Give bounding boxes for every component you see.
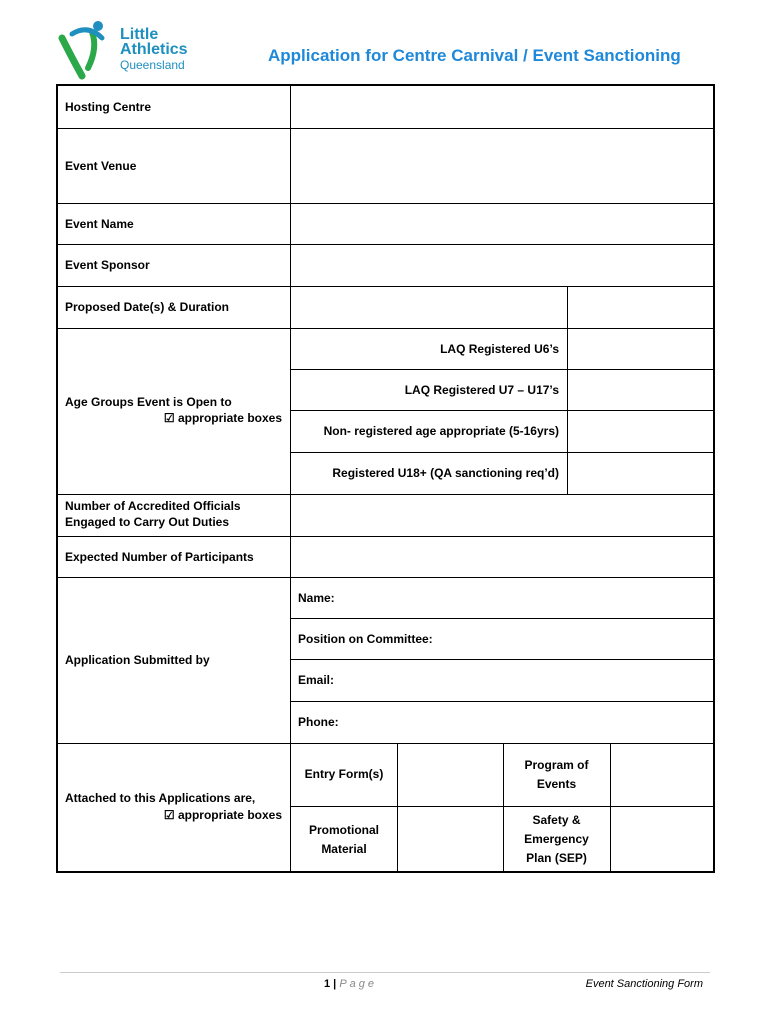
proposed-dates-field[interactable] <box>291 286 568 329</box>
age-groups-label: Age Groups Event is Open to <box>65 395 232 409</box>
submitter-email-field[interactable]: Email: <box>291 659 715 702</box>
age-groups-hint: ☑ appropriate boxes <box>163 411 282 425</box>
submitter-position-field[interactable]: Position on Committee: <box>291 618 715 660</box>
event-sponsor-field[interactable] <box>291 244 715 287</box>
attached-label-cell <box>58 743 291 873</box>
age-groups-label-cell <box>58 328 291 495</box>
page-word: Page <box>339 978 378 990</box>
officials-label-cell <box>58 494 291 537</box>
footer-divider <box>60 972 710 973</box>
promotional-label: Promotional Material <box>291 806 398 873</box>
page-number <box>324 978 377 990</box>
page-sep: | <box>330 978 340 990</box>
submitter-name-field[interactable]: Name: <box>291 577 715 619</box>
runner-icon <box>58 18 118 82</box>
participants-field[interactable] <box>291 536 715 578</box>
entry-form-label: Entry Form(s) <box>291 743 398 807</box>
age-option-non-registered: Non- registered age appropriate (5-16yrs) <box>291 410 568 453</box>
safety-label: Safety & Emergency Plan (SEP) <box>503 806 611 873</box>
event-venue-field[interactable] <box>291 128 715 204</box>
age-option-u7-u17: LAQ Registered U7 – U17’s <box>291 369 568 411</box>
age-checkbox-u7-u17[interactable] <box>567 369 715 411</box>
age-checkbox-u6[interactable] <box>567 328 715 370</box>
officials-label-2: Engaged to Carry Out Duties <box>65 515 230 529</box>
age-option-u6: LAQ Registered U6’s <box>291 328 568 370</box>
event-name-label: Event Name <box>58 203 291 245</box>
participants-label: Expected Number of Participants <box>58 536 291 578</box>
logo-line-queensland: Queensland <box>120 58 185 72</box>
logo-line-athletics: Athletics <box>120 41 188 58</box>
footer-form-name: Event Sanctioning Form <box>585 978 703 990</box>
little-athletics-logo <box>58 18 208 82</box>
officials-label-1: Number of Accredited Officials <box>65 499 241 513</box>
proposed-dates-label: Proposed Date(s) & Duration <box>58 286 291 329</box>
safety-checkbox[interactable] <box>610 806 715 873</box>
officials-field[interactable] <box>291 494 715 537</box>
duration-field[interactable] <box>567 286 715 329</box>
age-checkbox-u18[interactable] <box>567 452 715 495</box>
event-venue-label: Event Venue <box>58 128 291 204</box>
submitted-by-label: Application Submitted by <box>58 577 291 744</box>
attached-label: Attached to this Applications are, <box>65 791 256 805</box>
entry-form-checkbox[interactable] <box>397 743 504 807</box>
event-sponsor-label: Event Sponsor <box>58 244 291 287</box>
program-checkbox[interactable] <box>610 743 715 807</box>
promotional-checkbox[interactable] <box>397 806 504 873</box>
event-name-field[interactable] <box>291 203 715 245</box>
page-title: Application for Centre Carnival / Event Sanctioning <box>268 46 681 65</box>
attached-hint: ☑ appropriate boxes <box>163 808 282 822</box>
age-checkbox-non-registered[interactable] <box>567 410 715 453</box>
age-option-u18: Registered U18+ (QA sanctioning req’d) <box>291 452 568 495</box>
page-num-value: 1 <box>324 978 331 990</box>
sanctioning-form <box>56 84 715 873</box>
hosting-centre-label: Hosting Centre <box>58 86 291 129</box>
program-label: Program of Events <box>503 743 611 807</box>
submitter-phone-field[interactable]: Phone: <box>291 701 715 744</box>
hosting-centre-field[interactable] <box>291 86 715 129</box>
logo-line-little: Little <box>120 26 159 43</box>
